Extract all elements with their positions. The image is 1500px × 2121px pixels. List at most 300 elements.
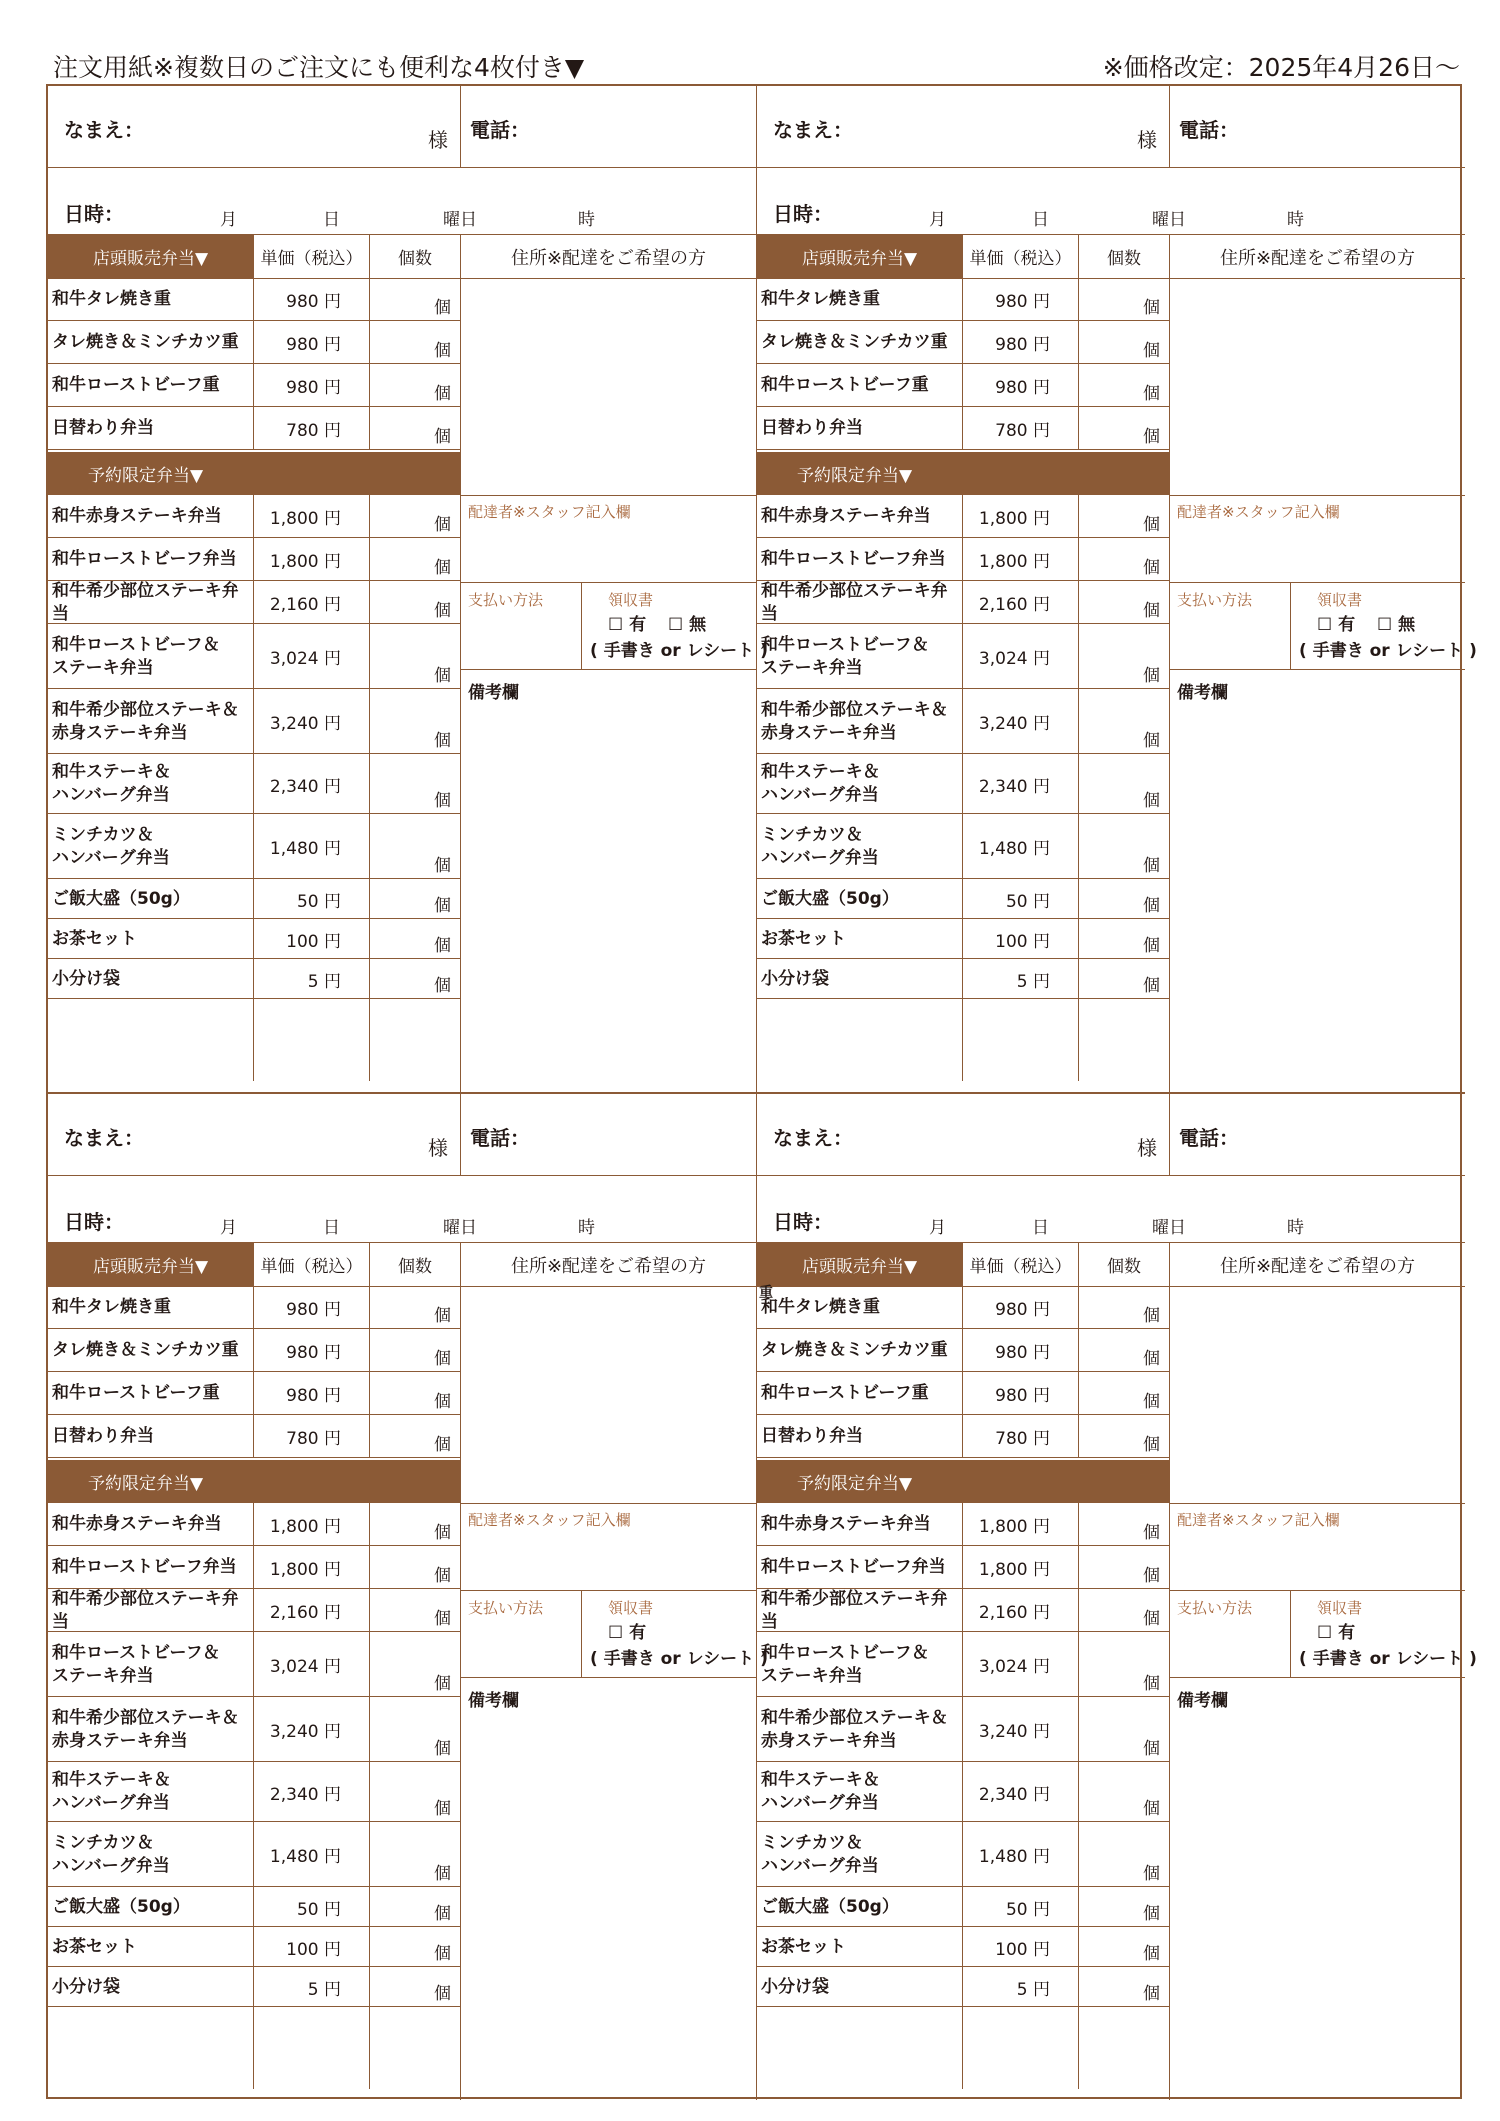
menu-item-name: 小分け袋: [52, 968, 120, 989]
quantity-input[interactable]: 個: [369, 1286, 460, 1329]
day-label: 日: [1032, 1218, 1049, 1238]
menu-item-price: 980 円: [253, 1329, 369, 1372]
receipt-yes-checkbox[interactable]: ☐ 有: [608, 1623, 647, 1643]
menu-item-name: ミンチカツ＆ ハンバーグ弁当: [761, 824, 879, 868]
menu-item-price: 2,340 円: [962, 754, 1078, 814]
remarks-label: 備考欄: [1177, 683, 1228, 703]
quantity-input[interactable]: 個: [369, 1927, 460, 1967]
store-section-header: 店頭販売弁当▼: [757, 235, 962, 278]
column-divider: [962, 999, 963, 1081]
menu-item-name: タレ焼き＆ミンチカツ重: [761, 332, 948, 352]
menu-row: [48, 1762, 460, 1822]
menu-row: [757, 495, 1169, 538]
column-divider: [253, 999, 254, 1081]
quantity-input[interactable]: 個: [1078, 814, 1169, 879]
name-phone-divider: [1169, 86, 1170, 168]
menu-item-name: 日替わり弁当: [761, 418, 863, 438]
menu-item-name: 和牛ステーキ＆ ハンバーグ弁当: [52, 762, 171, 805]
remarks-box[interactable]: [460, 670, 756, 1092]
month-label: 月: [929, 1218, 946, 1238]
name-field[interactable]: [158, 1114, 428, 1160]
menu-item-name: 和牛希少部位ステーキ＆ 赤身ステーキ弁当: [761, 699, 948, 743]
address-field[interactable]: [1169, 278, 1465, 495]
phone-label: 電話：: [470, 118, 530, 142]
menu-item-name: 和牛タレ焼き重: [52, 289, 171, 309]
hour-label: 時: [578, 1218, 595, 1238]
menu-item-price: 5 円: [253, 959, 369, 999]
menu-item-price: 1,800 円: [962, 538, 1078, 581]
delivery-staff-label: 配達者※スタッフ記入欄: [1177, 1511, 1340, 1529]
price-revision-note: ※価格改定：2025年4月26日〜: [1102, 53, 1460, 82]
menu-item-price: 2,160 円: [253, 1589, 369, 1632]
quantity-input[interactable]: 個: [1078, 1762, 1169, 1822]
quantity-input[interactable]: 個: [369, 1632, 460, 1697]
address-field[interactable]: [460, 278, 756, 495]
menu-item-name: ご飯大盛（50g）: [52, 1896, 190, 1917]
quantity-input[interactable]: 個: [369, 959, 460, 999]
menu-row: [48, 1822, 460, 1887]
hour-label: 時: [578, 210, 595, 230]
address-header: 住所※配達をご希望の方: [1169, 235, 1465, 278]
menu-item-price: 1,800 円: [253, 538, 369, 581]
receipt-yes-checkbox[interactable]: ☐ 有: [608, 615, 647, 635]
menu-item-price: 980 円: [253, 1286, 369, 1329]
reserve-section-header: 予約限定弁当▼: [48, 452, 460, 495]
menu-item-price: 50 円: [962, 879, 1078, 919]
menu-row: [48, 1372, 460, 1415]
quantity-input[interactable]: 個: [369, 919, 460, 959]
quantity-input[interactable]: 個: [369, 321, 460, 364]
unit-price-header: 単価（税込）: [253, 1243, 369, 1286]
quantity-input[interactable]: 個: [369, 1415, 460, 1458]
menu-item-name: 和牛ローストビーフ重: [52, 1383, 220, 1403]
day-label: 日: [323, 1218, 340, 1238]
remarks-label: 備考欄: [468, 1691, 519, 1711]
remarks-box[interactable]: [1169, 1678, 1465, 2100]
menu-row: [48, 624, 460, 689]
column-divider: [1078, 2007, 1079, 2089]
quantity-input[interactable]: 個: [369, 1887, 460, 1927]
month-label: 月: [220, 1218, 237, 1238]
quantity-input[interactable]: 個: [1078, 754, 1169, 814]
menu-row: [757, 919, 1169, 959]
receipt-no-checkbox[interactable]: ☐ 無: [1377, 615, 1416, 635]
column-divider: [253, 2007, 254, 2089]
menu-item-name: ミンチカツ＆ ハンバーグ弁当: [761, 1832, 879, 1876]
quantity-input[interactable]: 個: [369, 1503, 460, 1546]
quantity-input[interactable]: 個: [369, 407, 460, 450]
menu-item-price: 980 円: [962, 278, 1078, 321]
menu-item-name: 和牛ローストビーフ重: [761, 375, 929, 395]
menu-item-name: 和牛ローストビーフ弁当: [52, 549, 237, 569]
remarks-box[interactable]: [460, 1678, 756, 2100]
receipt-label: 領収書: [1317, 591, 1363, 609]
menu-item-price: 3,240 円: [253, 1697, 369, 1762]
quantity-input[interactable]: 個: [1078, 495, 1169, 538]
quantity-input[interactable]: 個: [369, 495, 460, 538]
menu-item-price: 3,024 円: [253, 1632, 369, 1697]
menu-item-name: 和牛赤身ステーキ弁当: [52, 1514, 222, 1534]
reserve-section-header: 予約限定弁当▼: [757, 1460, 1169, 1503]
receipt-yes-checkbox[interactable]: ☐ 有: [1317, 1623, 1356, 1643]
quantity-input[interactable]: 個: [1078, 1632, 1169, 1697]
menu-row: [48, 1286, 460, 1329]
menu-row: [757, 581, 1169, 624]
menu-row: [757, 624, 1169, 689]
menu-row: [48, 1967, 460, 2007]
menu-row: [48, 919, 460, 959]
month-label: 月: [929, 210, 946, 230]
menu-item-name: 小分け袋: [761, 968, 829, 989]
menu-item-name: 和牛ローストビーフ重: [52, 375, 220, 395]
menu-item-name: 和牛タレ焼き重: [761, 289, 880, 309]
name-phone-divider: [1169, 1094, 1170, 1176]
receipt-type-label: ( 手書き or レシート ): [590, 1649, 768, 1669]
menu-row: [48, 321, 460, 364]
menu-row: [757, 959, 1169, 999]
phone-field[interactable]: [1257, 106, 1457, 152]
menu-item-price: 5 円: [962, 1967, 1078, 2007]
menu-item-price: 100 円: [962, 919, 1078, 959]
quantity-input[interactable]: 個: [369, 581, 460, 624]
quantity-input[interactable]: 個: [1078, 1546, 1169, 1589]
menu-item-price: 3,024 円: [962, 624, 1078, 689]
quantity-input[interactable]: 個: [1078, 1415, 1169, 1458]
remarks-box[interactable]: [1169, 670, 1465, 1092]
menu-item-price: 980 円: [253, 364, 369, 407]
menu-item-name: 和牛希少部位ステーキ＆ 赤身ステーキ弁当: [761, 1707, 948, 1751]
menu-row: [48, 879, 460, 919]
address-field[interactable]: [1169, 1286, 1465, 1503]
menu-item-name: 和牛希少部位ステーキ弁当: [52, 1588, 239, 1632]
datetime-label: 日時：: [773, 202, 833, 226]
menu-item-name: 和牛タレ焼き重: [52, 1297, 171, 1317]
day-label: 日: [1032, 210, 1049, 230]
quantity-input[interactable]: 個: [1078, 278, 1169, 321]
menu-item-name: 和牛ローストビーフ＆ ステーキ弁当: [52, 1642, 220, 1686]
menu-row: [48, 364, 460, 407]
store-section-header: 店頭販売弁当▼: [48, 235, 253, 278]
quantity-input[interactable]: 個: [1078, 1286, 1169, 1329]
remarks-label: 備考欄: [468, 683, 519, 703]
name-field[interactable]: [158, 106, 428, 152]
menu-item-name: 和牛赤身ステーキ弁当: [761, 1514, 931, 1534]
menu-item-price: 1,800 円: [962, 1503, 1078, 1546]
menu-row: [757, 689, 1169, 754]
month-label: 月: [220, 210, 237, 230]
menu-row: [757, 1632, 1169, 1697]
menu-item-name: 和牛希少部位ステーキ＆ 赤身ステーキ弁当: [52, 1707, 239, 1751]
quantity-input[interactable]: 個: [1078, 581, 1169, 624]
quantity-input[interactable]: 個: [1078, 1927, 1169, 1967]
store-section-header: 店頭販売弁当▼: [48, 1243, 253, 1286]
menu-row: [48, 1927, 460, 1967]
quantity-input[interactable]: 個: [1078, 1329, 1169, 1372]
menu-item-name: ご飯大盛（50g）: [761, 888, 899, 909]
menu-item-name: タレ焼き＆ミンチカツ重: [761, 1340, 948, 1360]
menu-item-name: 日替わり弁当: [761, 1426, 863, 1446]
quantity-input[interactable]: 個: [369, 1822, 460, 1887]
address-header: 住所※配達をご希望の方: [460, 1243, 756, 1286]
menu-item-name: ミンチカツ＆ ハンバーグ弁当: [52, 824, 170, 868]
menu-row: [48, 1329, 460, 1372]
menu-item-price: 980 円: [253, 321, 369, 364]
menu-row: [48, 495, 460, 538]
menu-item-price: 780 円: [962, 407, 1078, 450]
menu-row: [757, 1927, 1169, 1967]
menu-row: [757, 1546, 1169, 1589]
weekday-label: 曜日: [443, 210, 477, 230]
menu-item-price: 5 円: [253, 1967, 369, 2007]
menu-item-price: 1,800 円: [253, 495, 369, 538]
quantity-input[interactable]: 個: [369, 1697, 460, 1762]
menu-row: [757, 814, 1169, 879]
menu-row: [757, 321, 1169, 364]
reserve-section-header: 予約限定弁当▼: [48, 1460, 460, 1503]
sama-label: 様: [1137, 128, 1157, 152]
menu-item-name: 和牛ステーキ＆ ハンバーグ弁当: [761, 1770, 880, 1813]
menu-row: [757, 1967, 1169, 2007]
order-form-2: [756, 86, 1477, 1092]
datetime-row: [757, 1176, 1465, 1243]
payment-method-label: 支払い方法: [1177, 591, 1253, 609]
menu-row: [48, 1589, 460, 1632]
quantity-input[interactable]: 個: [369, 1967, 460, 2007]
menu-item-price: 980 円: [253, 1372, 369, 1415]
quantity-input[interactable]: 個: [1078, 1822, 1169, 1887]
hour-label: 時: [1287, 1218, 1304, 1238]
name-label: なまえ：: [64, 118, 144, 142]
qty-header: 個数: [369, 235, 460, 278]
menu-row: [48, 689, 460, 754]
delivery-staff-label: 配達者※スタッフ記入欄: [468, 1511, 631, 1529]
quantity-input[interactable]: 個: [1078, 1372, 1169, 1415]
menu-item-price: 980 円: [962, 1329, 1078, 1372]
menu-item-price: 1,480 円: [253, 1822, 369, 1887]
quantity-input[interactable]: 個: [369, 1372, 460, 1415]
menu-item-price: 980 円: [962, 1286, 1078, 1329]
name-field[interactable]: [867, 1114, 1137, 1160]
menu-item-name: ご飯大盛（50g）: [761, 1896, 899, 1917]
menu-item-name: 小分け袋: [52, 1976, 120, 1997]
reserve-section-header: 予約限定弁当▼: [757, 452, 1169, 495]
order-form-3: [48, 1092, 768, 2100]
order-form-1: [48, 86, 768, 1092]
quantity-input[interactable]: 個: [369, 1589, 460, 1632]
menu-item-name: 和牛ローストビーフ＆ ステーキ弁当: [761, 634, 929, 678]
datetime-row: [48, 1176, 756, 1243]
sama-label: 様: [428, 128, 448, 152]
unit-price-header: 単価（税込）: [962, 1243, 1078, 1286]
menu-item-price: 1,800 円: [253, 1546, 369, 1589]
menu-item-price: 980 円: [962, 1372, 1078, 1415]
menu-item-price: 3,240 円: [253, 689, 369, 754]
name-field[interactable]: [867, 106, 1137, 152]
quantity-input[interactable]: 個: [369, 538, 460, 581]
menu-item-price: 1,800 円: [253, 1503, 369, 1546]
menu-row: [48, 1415, 460, 1458]
phone-field[interactable]: [548, 1114, 748, 1160]
sama-label: 様: [1137, 1136, 1157, 1160]
quantity-input[interactable]: 個: [1078, 959, 1169, 999]
receipt-yes-checkbox[interactable]: ☐ 有: [1317, 615, 1356, 635]
empty-row: [48, 999, 460, 1081]
menu-item-name: 和牛ローストビーフ重: [761, 1383, 929, 1403]
phone-label: 電話：: [470, 1126, 530, 1150]
menu-item-price: 980 円: [253, 278, 369, 321]
menu-item-price: 780 円: [962, 1415, 1078, 1458]
receipt-no-checkbox[interactable]: ☐ 無: [668, 615, 707, 635]
menu-row: [48, 1697, 460, 1762]
quantity-input[interactable]: 個: [369, 624, 460, 689]
quantity-input[interactable]: 個: [1078, 879, 1169, 919]
quantity-input[interactable]: 個: [369, 754, 460, 814]
address-header: 住所※配達をご希望の方: [1169, 1243, 1465, 1286]
menu-row: [757, 1589, 1169, 1632]
menu-item-name: 和牛希少部位ステーキ弁当: [761, 1588, 948, 1632]
name-label: なまえ：: [64, 1126, 144, 1150]
menu-item-name: お茶セット: [52, 1936, 137, 1957]
menu-item-name: タレ焼き＆ミンチカツ重: [52, 1340, 239, 1360]
weekday-label: 曜日: [1152, 210, 1186, 230]
quantity-input[interactable]: 個: [1078, 538, 1169, 581]
stray-mark: 重: [759, 1285, 773, 1301]
datetime-row: [757, 168, 1465, 235]
menu-item-price: 50 円: [253, 879, 369, 919]
menu-item-name: 和牛赤身ステーキ弁当: [52, 506, 222, 526]
menu-item-price: 780 円: [253, 1415, 369, 1458]
quantity-input[interactable]: 個: [1078, 321, 1169, 364]
menu-row: [757, 1697, 1169, 1762]
menu-item-price: 50 円: [253, 1887, 369, 1927]
receipt-type-label: ( 手書き or レシート ): [1299, 1649, 1477, 1669]
menu-item-price: 100 円: [962, 1927, 1078, 1967]
menu-item-price: 100 円: [253, 919, 369, 959]
menu-item-name: 和牛希少部位ステーキ＆ 赤身ステーキ弁当: [52, 699, 239, 743]
menu-row: [48, 407, 460, 450]
receipt-label: 領収書: [608, 591, 654, 609]
menu-item-price: 1,480 円: [962, 1822, 1078, 1887]
quantity-input[interactable]: 個: [1078, 1887, 1169, 1927]
weekday-label: 曜日: [1152, 1218, 1186, 1238]
menu-row: [757, 1286, 1169, 1329]
quantity-input[interactable]: 個: [1078, 364, 1169, 407]
delivery-staff-label: 配達者※スタッフ記入欄: [468, 503, 631, 521]
address-field[interactable]: [460, 1286, 756, 1503]
menu-item-price: 2,160 円: [253, 581, 369, 624]
menu-row: [48, 538, 460, 581]
quantity-input[interactable]: 個: [1078, 689, 1169, 754]
menu-item-name: お茶セット: [52, 928, 137, 949]
menu-item-price: 3,024 円: [962, 1632, 1078, 1697]
payment-method-label: 支払い方法: [468, 1599, 544, 1617]
menu-item-name: 和牛ローストビーフ弁当: [761, 549, 946, 569]
payment-method-label: 支払い方法: [1177, 1599, 1253, 1617]
menu-row: [48, 1632, 460, 1697]
menu-item-name: 和牛ステーキ＆ ハンバーグ弁当: [52, 1770, 171, 1813]
menu-item-price: 2,160 円: [962, 1589, 1078, 1632]
column-divider: [369, 2007, 370, 2089]
quantity-input[interactable]: 個: [369, 1762, 460, 1822]
quantity-input[interactable]: 個: [369, 1546, 460, 1589]
menu-item-price: 1,800 円: [962, 495, 1078, 538]
phone-label: 電話：: [1179, 1126, 1239, 1150]
menu-item-price: 1,480 円: [253, 814, 369, 879]
menu-item-price: 3,024 円: [253, 624, 369, 689]
datetime-row: [48, 168, 756, 235]
menu-item-price: 980 円: [962, 321, 1078, 364]
quantity-input[interactable]: 個: [369, 278, 460, 321]
menu-item-name: 和牛ローストビーフ＆ ステーキ弁当: [761, 1642, 929, 1686]
name-label: なまえ：: [773, 1126, 853, 1150]
menu-item-price: 3,240 円: [962, 1697, 1078, 1762]
quantity-input[interactable]: 個: [1078, 1697, 1169, 1762]
menu-item-price: 1,800 円: [962, 1546, 1078, 1589]
order-forms-grid: [46, 84, 1477, 2099]
menu-row: [757, 879, 1169, 919]
menu-item-price: 2,160 円: [962, 581, 1078, 624]
quantity-input[interactable]: 個: [1078, 624, 1169, 689]
receipt-type-label: ( 手書き or レシート ): [590, 641, 768, 661]
quantity-input[interactable]: 個: [369, 814, 460, 879]
receipt-label: 領収書: [1317, 1599, 1363, 1617]
phone-field[interactable]: [1257, 1114, 1457, 1160]
menu-row: [48, 959, 460, 999]
menu-row: [757, 1329, 1169, 1372]
day-label: 日: [323, 210, 340, 230]
menu-row: [757, 364, 1169, 407]
menu-item-price: 50 円: [962, 1887, 1078, 1927]
quantity-input[interactable]: 個: [369, 364, 460, 407]
quantity-input[interactable]: 個: [369, 1329, 460, 1372]
menu-item-name: 日替わり弁当: [52, 1426, 154, 1446]
qty-header: 個数: [1078, 1243, 1169, 1286]
quantity-input[interactable]: 個: [1078, 1967, 1169, 2007]
empty-row: [48, 2007, 460, 2089]
sama-label: 様: [428, 1136, 448, 1160]
column-divider: [369, 999, 370, 1081]
phone-label: 電話：: [1179, 118, 1239, 142]
menu-item-price: 1,480 円: [962, 814, 1078, 879]
name-phone-divider: [460, 86, 461, 168]
quantity-input[interactable]: 個: [369, 689, 460, 754]
datetime-label: 日時：: [773, 1210, 833, 1234]
datetime-label: 日時：: [64, 1210, 124, 1234]
phone-field[interactable]: [548, 106, 748, 152]
quantity-input[interactable]: 個: [1078, 1589, 1169, 1632]
menu-row: [757, 538, 1169, 581]
name-phone-divider: [460, 1094, 461, 1176]
quantity-input[interactable]: 個: [1078, 919, 1169, 959]
menu-item-price: 780 円: [253, 407, 369, 450]
quantity-input[interactable]: 個: [369, 879, 460, 919]
menu-item-price: 100 円: [253, 1927, 369, 1967]
form-title: 注文用紙※複数日のご注文にも便利な4枚付き▼: [53, 53, 585, 82]
unit-price-header: 単価（税込）: [962, 235, 1078, 278]
payment-method-label: 支払い方法: [468, 591, 544, 609]
menu-row: [757, 754, 1169, 814]
menu-item-name: タレ焼き＆ミンチカツ重: [52, 332, 239, 352]
quantity-input[interactable]: 個: [1078, 407, 1169, 450]
menu-item-name: 和牛タレ焼き重: [761, 1297, 880, 1317]
quantity-input[interactable]: 個: [1078, 1503, 1169, 1546]
qty-header: 個数: [369, 1243, 460, 1286]
receipt-label: 領収書: [608, 1599, 654, 1617]
empty-row: [757, 999, 1169, 1081]
qty-header: 個数: [1078, 235, 1169, 278]
menu-item-price: 3,240 円: [962, 689, 1078, 754]
store-section-header: 店頭販売弁当▼: [757, 1243, 962, 1286]
